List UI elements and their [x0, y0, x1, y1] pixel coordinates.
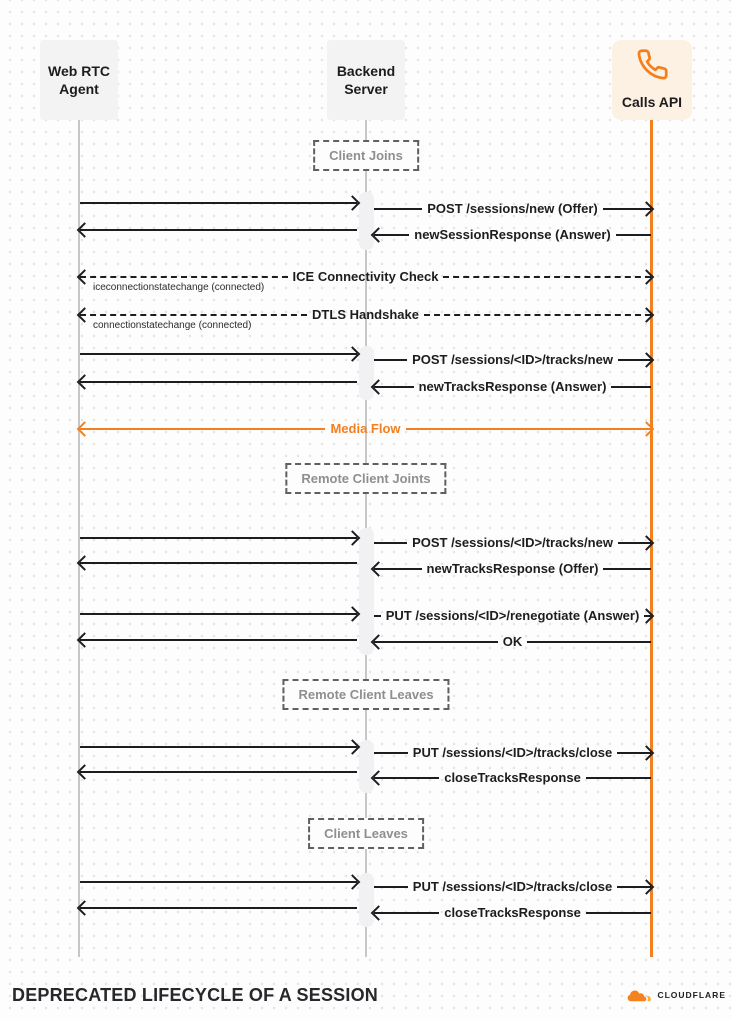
message-9-seg-server-to-agent	[80, 555, 357, 571]
message-15-seg-api-to-server	[374, 905, 651, 921]
message-line	[586, 777, 651, 780]
page-title: DEPRECATED LIFECYCLE OF A SESSION	[12, 985, 378, 1005]
cloudflare-cloud-icon	[627, 987, 654, 1002]
cloudflare-wordmark: CLOUDFLARE	[657, 989, 726, 1000]
message-line	[374, 359, 407, 362]
message-line	[80, 613, 357, 616]
message-label: PUT /sessions/<ID>/renegotiate (Answer)	[385, 608, 640, 623]
message-label: OK	[502, 634, 523, 649]
message-line	[80, 276, 288, 278]
message-line	[374, 208, 422, 211]
message-7-duplex	[80, 421, 651, 437]
arrowhead-left-icon	[371, 379, 387, 395]
message-line	[374, 752, 408, 755]
message-6-seg-server-to-agent	[80, 374, 357, 390]
message-label: POST /sessions/new (Offer)	[427, 201, 598, 216]
activation-bar-1	[359, 192, 374, 250]
actor-backend-server-label: Backend Server	[336, 62, 396, 97]
arrowhead-right-icon	[345, 739, 361, 755]
message-14-seg-server-to-api	[374, 879, 651, 895]
message-14-seg-agent-to-server	[80, 874, 357, 890]
message-13-seg-server-to-agent	[80, 764, 357, 780]
actor-backend-server	[327, 40, 405, 120]
message-line	[80, 907, 357, 910]
arrowhead-left-icon	[77, 421, 93, 437]
message-line	[443, 276, 651, 278]
message-label: closeTracksResponse	[444, 770, 581, 785]
group-label-client-joins: Client Joins	[313, 140, 419, 171]
message-label: PUT /sessions/<ID>/tracks/close	[412, 745, 613, 760]
message-line	[80, 746, 357, 749]
message-line	[80, 353, 357, 356]
message-8-seg-agent-to-server	[80, 530, 357, 546]
group-label-client-leaves: Client Leaves	[308, 818, 424, 849]
message-label: DTLS Handshake	[312, 307, 419, 322]
message-line	[586, 912, 651, 915]
message-11-seg-api-to-server	[374, 634, 651, 650]
message-12-seg-server-to-api	[374, 745, 651, 761]
message-line	[374, 615, 381, 618]
group-label-remote-client-joints: Remote Client Joints	[285, 463, 446, 494]
arrowhead-left-icon	[77, 374, 93, 390]
arrowhead-left-icon	[371, 227, 387, 243]
arrowhead-left-icon	[371, 634, 387, 650]
message-9-seg-api-to-server	[374, 561, 651, 577]
message-line	[80, 229, 357, 232]
activation-bar-4	[359, 740, 374, 793]
message-15-seg-server-to-agent	[80, 900, 357, 916]
message-line	[80, 639, 357, 642]
message-label: closeTracksResponse	[444, 905, 581, 920]
activation-bar-2	[359, 346, 374, 400]
arrowhead-right-icon	[345, 606, 361, 622]
message-line	[616, 234, 651, 237]
actor-webrtc-agent	[40, 40, 118, 120]
group-label-remote-client-leaves: Remote Client Leaves	[282, 679, 449, 710]
message-label: newSessionResponse (Answer)	[414, 227, 611, 242]
message-2-seg-api-to-server	[374, 227, 651, 243]
message-line	[374, 641, 498, 644]
message-11-seg-server-to-agent	[80, 632, 357, 648]
message-2-seg-server-to-agent	[80, 222, 357, 238]
message-line	[527, 641, 651, 644]
message-line	[80, 537, 357, 540]
message-label: newTracksResponse (Offer)	[426, 561, 599, 576]
message-line	[374, 542, 407, 545]
arrowhead-right-icon	[345, 195, 361, 211]
arrowhead-right-icon	[345, 346, 361, 362]
arrowhead-right-icon	[345, 874, 361, 890]
message-line	[80, 381, 357, 384]
message-label: PUT /sessions/<ID>/tracks/close	[412, 879, 613, 894]
actor-webrtc-agent-label: Web RTC Agent	[48, 62, 110, 97]
message-line	[80, 771, 357, 774]
message-label: POST /sessions/<ID>/tracks/new	[412, 352, 613, 367]
message-label: POST /sessions/<ID>/tracks/new	[412, 535, 613, 550]
message-1-seg-agent-to-server	[80, 195, 357, 211]
message-line	[611, 386, 651, 389]
message-line	[603, 568, 651, 571]
message-line	[424, 314, 651, 316]
message-line	[80, 428, 325, 431]
message-3-sublabel: iceconnectionstatechange (connected)	[93, 282, 265, 293]
actor-calls-api	[612, 40, 692, 120]
cloudflare-logo	[627, 987, 726, 1002]
message-6-seg-api-to-server	[374, 379, 651, 395]
message-10-seg-agent-to-server	[80, 606, 357, 622]
message-4-sublabel: connectionstatechange (connected)	[93, 320, 252, 331]
message-line	[80, 314, 307, 316]
arrowhead-left-icon	[371, 561, 387, 577]
message-12-seg-agent-to-server	[80, 739, 357, 755]
message-10-seg-server-to-api	[374, 608, 651, 624]
arrowhead-left-icon	[371, 770, 387, 786]
message-1-seg-server-to-api	[374, 201, 651, 217]
message-line	[80, 562, 357, 565]
phone-icon	[636, 48, 669, 85]
arrowhead-left-icon	[77, 900, 93, 916]
arrowhead-left-icon	[77, 307, 93, 323]
arrowhead-left-icon	[371, 905, 387, 921]
message-label: newTracksResponse (Answer)	[418, 379, 607, 394]
arrowhead-left-icon	[77, 764, 93, 780]
message-5-seg-server-to-api	[374, 352, 651, 368]
message-label: Media Flow	[330, 421, 401, 436]
activation-bar-5	[359, 873, 374, 927]
message-line	[80, 202, 357, 205]
arrowhead-right-icon	[345, 530, 361, 546]
actor-calls-api-label: Calls API	[621, 93, 683, 110]
arrowhead-left-icon	[77, 269, 93, 285]
message-13-seg-api-to-server	[374, 770, 651, 786]
message-label: ICE Connectivity Check	[292, 269, 439, 284]
arrowhead-left-icon	[77, 632, 93, 648]
arrowhead-left-icon	[77, 555, 93, 571]
message-line	[406, 428, 651, 431]
message-line	[80, 881, 357, 884]
activation-bar-3	[359, 528, 374, 655]
message-line	[374, 886, 408, 889]
message-5-seg-agent-to-server	[80, 346, 357, 362]
arrowhead-left-icon	[77, 222, 93, 238]
message-8-seg-server-to-api	[374, 535, 651, 551]
